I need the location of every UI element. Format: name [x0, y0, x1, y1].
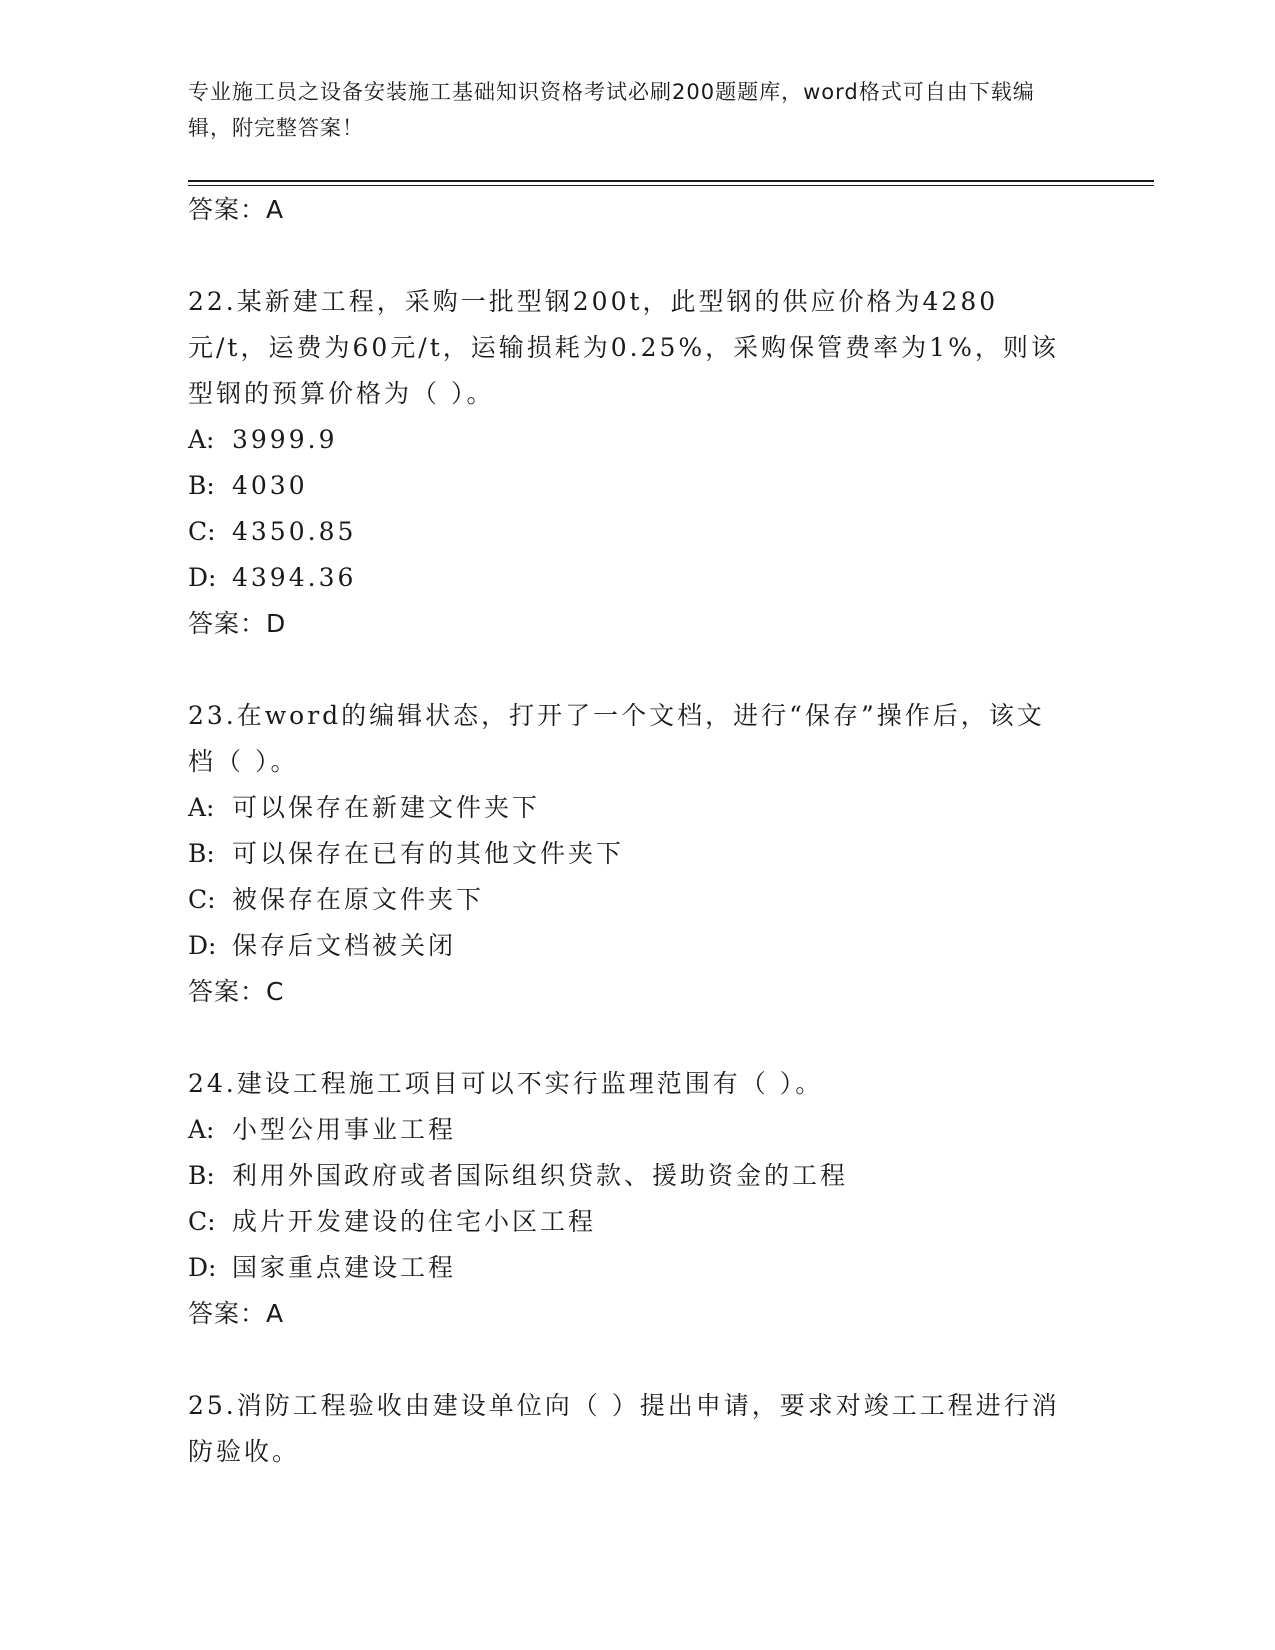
question-stem: 22.某新建工程，采购一批型钢200t，此型钢的供应价格为4280元/t，运费为60元/t，运输损耗为0.25%，采购保管费率为1%，则该型钢的预算价格为（ ）。 — [188, 287, 1059, 408]
option-letter: B: — [188, 471, 215, 500]
option-letter: D: — [188, 1253, 217, 1282]
option-a — [188, 785, 1068, 831]
option-letter: C: — [188, 1207, 216, 1236]
option-text: 可以保存在已有的其他文件夹下 — [232, 839, 625, 868]
option-text: 保存后文档被关闭 — [232, 931, 457, 960]
option-d — [188, 1245, 1068, 1291]
question-24 — [188, 1061, 1068, 1337]
option-c — [188, 1199, 1068, 1245]
question-stem: 24.建设工程施工项目可以不实行监理范围有（ ）。 — [188, 1069, 824, 1098]
option-text: 小型公用事业工程 — [232, 1115, 457, 1144]
option-text: 成片开发建设的住宅小区工程 — [232, 1207, 597, 1236]
option-d — [188, 923, 1068, 969]
answer-line: 答案：D — [188, 609, 287, 638]
option-text: 3999.9 — [232, 425, 338, 454]
option-text: 被保存在原文件夹下 — [232, 885, 485, 914]
question-25 — [188, 1383, 1068, 1475]
answer-line: 答案：A — [188, 195, 285, 224]
header-rule-thick — [188, 180, 1154, 182]
option-b — [188, 831, 1068, 877]
option-text: 4030 — [232, 471, 308, 500]
option-d — [188, 555, 1068, 601]
option-letter: A: — [188, 1115, 215, 1144]
option-text: 利用外国政府或者国际组织贷款、援助资金的工程 — [232, 1161, 849, 1190]
option-c — [188, 877, 1068, 923]
option-letter: D: — [188, 563, 217, 592]
option-c — [188, 509, 1068, 555]
option-text: 4350.85 — [232, 517, 357, 546]
option-text: 可以保存在新建文件夹下 — [232, 793, 541, 822]
option-letter: B: — [188, 1161, 215, 1190]
option-letter: D: — [188, 931, 217, 960]
option-a — [188, 1107, 1068, 1153]
question-22 — [188, 279, 1068, 647]
option-b — [188, 463, 1068, 509]
option-b — [188, 1153, 1068, 1199]
header-rule-thin — [188, 185, 1154, 186]
question-list — [188, 187, 1068, 1475]
option-letter: C: — [188, 885, 216, 914]
question-stem: 25.消防工程验收由建设单位向（ ）提出申请，要求对竣工工程进行消防验收。 — [188, 1391, 1060, 1466]
option-letter: A: — [188, 425, 215, 454]
option-text: 国家重点建设工程 — [232, 1253, 457, 1282]
question-stem: 23.在word的编辑状态，打开了一个文档，进行“保存”操作后，该文档（ ）。 — [188, 701, 1045, 776]
answer-line: 答案：A — [188, 1299, 285, 1328]
answer-line: 答案：C — [188, 977, 285, 1006]
question-23 — [188, 693, 1068, 1015]
option-letter: B: — [188, 839, 215, 868]
option-text: 4394.36 — [232, 563, 357, 592]
option-letter: A: — [188, 793, 215, 822]
option-letter: C: — [188, 517, 216, 546]
document-header: 专业施工员之设备安装施工基础知识资格考试必刷200题题库，word格式可自由下载编辑，附完整答案！ — [188, 80, 1035, 140]
option-a — [188, 417, 1068, 463]
